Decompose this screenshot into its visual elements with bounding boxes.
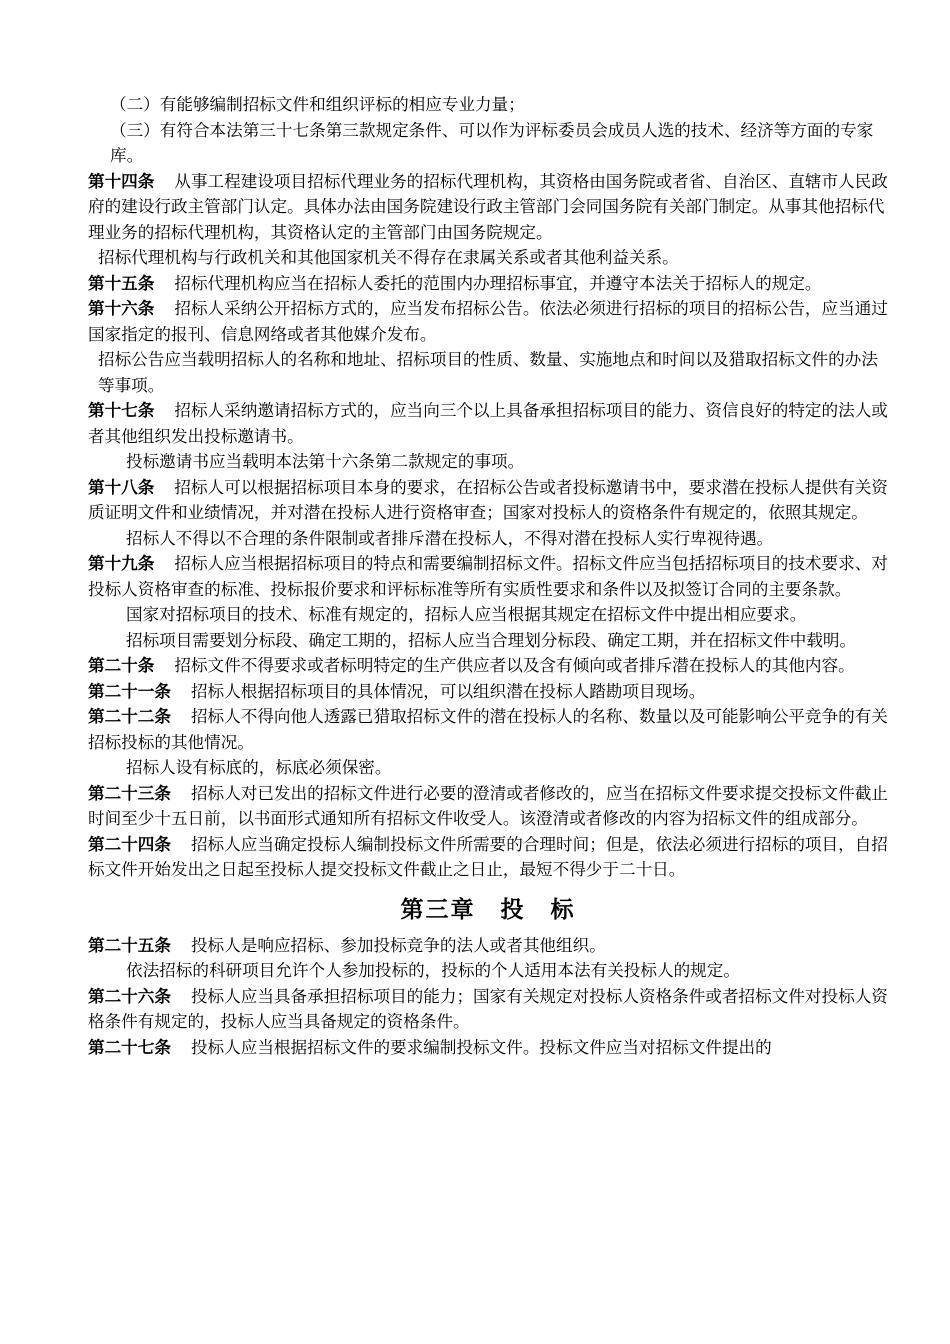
- paragraph: [88, 704, 888, 755]
- paragraph: [88, 551, 888, 602]
- paragraph-text: 招标人根据招标项目的具体情况，可以组织潜在投标人踏勘项目现场。: [190, 681, 706, 701]
- paragraph-text: 招标代理机构应当在招标人委托的范围内办理招标事宜，并遵守本法关于招标人的规定。: [174, 273, 822, 293]
- paragraph: [88, 347, 888, 398]
- paragraph-text: （三）有符合本法第三十七条第三款规定条件、可以作为评标委员会成员人选的技术、经济等方面的专家库。: [110, 120, 874, 165]
- paragraph-text: 招标文件不得要求或者标明特定的生产供应者以及含有倾向或者排斥潜在投标人的其他内容。: [174, 656, 855, 675]
- article-heading: 第十九条: [88, 554, 155, 573]
- article-heading: 第十七条: [88, 401, 155, 420]
- paragraph: [88, 526, 888, 552]
- paragraph-text: 投标邀请书应当载明本法第十六条第二款规定的事项。: [126, 452, 525, 471]
- paragraph: [88, 475, 888, 526]
- section-chapter-three: [88, 933, 888, 1061]
- paragraph: [88, 958, 888, 984]
- paragraph-text: 招标人采纳公开招标方式的，应当发布招标公告。依法必须进行招标的项目的招标公告，应当通过国家指定的报刊、信息网络或者其他媒介发布。: [88, 299, 888, 344]
- article-heading: 第二十四条: [88, 834, 171, 854]
- paragraph: [88, 933, 888, 959]
- article-heading: 第二十一条: [88, 681, 171, 701]
- paragraph: [88, 679, 888, 705]
- paragraph-text: 招标人对已发出的招标文件进行必要的澄清或者修改的，应当在招标文件要求提交投标文件截止时间至少十五日前，以书面形式通知所有招标文件收受人。该澄清或者修改的内容为招标文件的组成部分。: [88, 783, 888, 828]
- paragraph: [88, 169, 888, 246]
- paragraph: [88, 271, 888, 297]
- paragraph-text: （二）有能够编制招标文件和组织评标的相应专业力量；: [110, 95, 525, 114]
- chapter-title: 第三章 投 标: [400, 896, 576, 923]
- paragraph-text: 投标人是响应招标、参加投标竞争的法人或者其他组织。: [190, 935, 606, 955]
- paragraph: [88, 628, 888, 654]
- article-heading: 第十八条: [88, 477, 155, 497]
- section-before-chapter: [88, 92, 888, 883]
- paragraph-text: 招标项目需要划分标段、确定工期的，招标人应当合理划分标段、确定工期，并在招标文件中载明。: [126, 630, 857, 650]
- paragraph-text: 投标人应当根据招标文件的要求编制投标文件。投标文件应当对招标文件提出的: [190, 1037, 772, 1057]
- paragraph: [88, 92, 888, 118]
- paragraph: [88, 296, 888, 347]
- article-heading: 第二十七条: [88, 1037, 171, 1057]
- paragraph-text: 招标人应当确定投标人编制投标文件所需要的合理时间；但是，依法必须进行招标的项目，自招标文件开始发出之日起至投标人提交投标文件截止之日止，最短不得少于二十日。: [88, 834, 888, 879]
- paragraph: [88, 781, 888, 832]
- paragraph-text: 招标人可以根据招标项目本身的要求，在招标公告或者投标邀请书中，要求潜在投标人提供有关资质证明文件和业绩情况，并对潜在投标人进行资格审查；国家对投标人的资格条件有规定的，依照其规定。: [88, 477, 888, 522]
- paragraph-text: 招标人不得向他人透露已猎取招标文件的潜在投标人的名称、数量以及可能影响公平竞争的有关招标投标的其他情况。: [88, 707, 888, 752]
- paragraph: [88, 755, 888, 781]
- article-heading: 第二十条: [88, 656, 155, 675]
- paragraph-text: 招标人设有标底的，标底必须保密。: [126, 758, 392, 777]
- article-heading: 第二十三条: [88, 783, 171, 803]
- paragraph: [88, 398, 888, 449]
- paragraph-text: 依法招标的科研项目允许个人参加投标的，投标的个人适用本法有关投标人的规定。: [126, 961, 740, 980]
- paragraph: [88, 449, 888, 475]
- paragraph-text: 从事工程建设项目招标代理业务的招标代理机构，其资格由国务院或者省、自治区、直辖市人民政府的建设行政主管部门认定。具体办法由国务院建设行政主管部门会同国务院有关部门制定。从事其他招标代理业务的招标代理机构，其资格认定的主管部门由国务院规定。: [88, 171, 888, 242]
- article-heading: 第二十二条: [88, 707, 171, 726]
- paragraph-text: 招标代理机构与行政机关和其他国家机关不得存在隶属关系或者其他利益关系。: [98, 248, 679, 267]
- article-heading: 第二十六条: [88, 986, 171, 1006]
- paragraph-text: 招标人不得以不合理的条件限制或者排斥潜在投标人，不得对潜在投标人实行卑视待遇。: [126, 528, 774, 548]
- paragraph: [88, 602, 888, 628]
- paragraph: [88, 653, 888, 679]
- article-heading: 第十六条: [88, 299, 155, 318]
- article-heading: 第二十五条: [88, 935, 171, 955]
- paragraph: [88, 1035, 888, 1061]
- paragraph-text: 招标人应当根据招标项目的特点和需要编制招标文件。招标文件应当包括招标项目的技术要求、对投标人资格审查的标准、投标报价要求和评标标准等所有实质性要求和条件以及拟签订合同的主要条款。: [88, 554, 888, 599]
- paragraph-text: 国家对招标项目的技术、标准有规定的，招标人应当根据其规定在招标文件中提出相应要求。: [126, 605, 807, 624]
- article-heading: 第十五条: [88, 273, 155, 293]
- paragraph: [88, 118, 888, 169]
- article-heading: 第十四条: [88, 171, 155, 191]
- paragraph-text: 投标人应当具备承担招标项目的能力；国家有关规定对投标人资格条件或者招标文件对投标人资格条件有规定的，投标人应当具备规定的资格条件。: [88, 986, 888, 1031]
- paragraph: [88, 984, 888, 1035]
- paragraph: [88, 832, 888, 883]
- paragraph-text: 招标人采纳邀请招标方式的，应当向三个以上具备承担招标项目的能力、资信良好的特定的法人或者其他组织发出投标邀请书。: [88, 401, 888, 446]
- paragraph: [88, 245, 888, 271]
- paragraph-text: 招标公告应当载明招标人的名称和地址、招标项目的性质、数量、实施地点和时间以及猎取招标文件的办法等事项。: [98, 350, 878, 395]
